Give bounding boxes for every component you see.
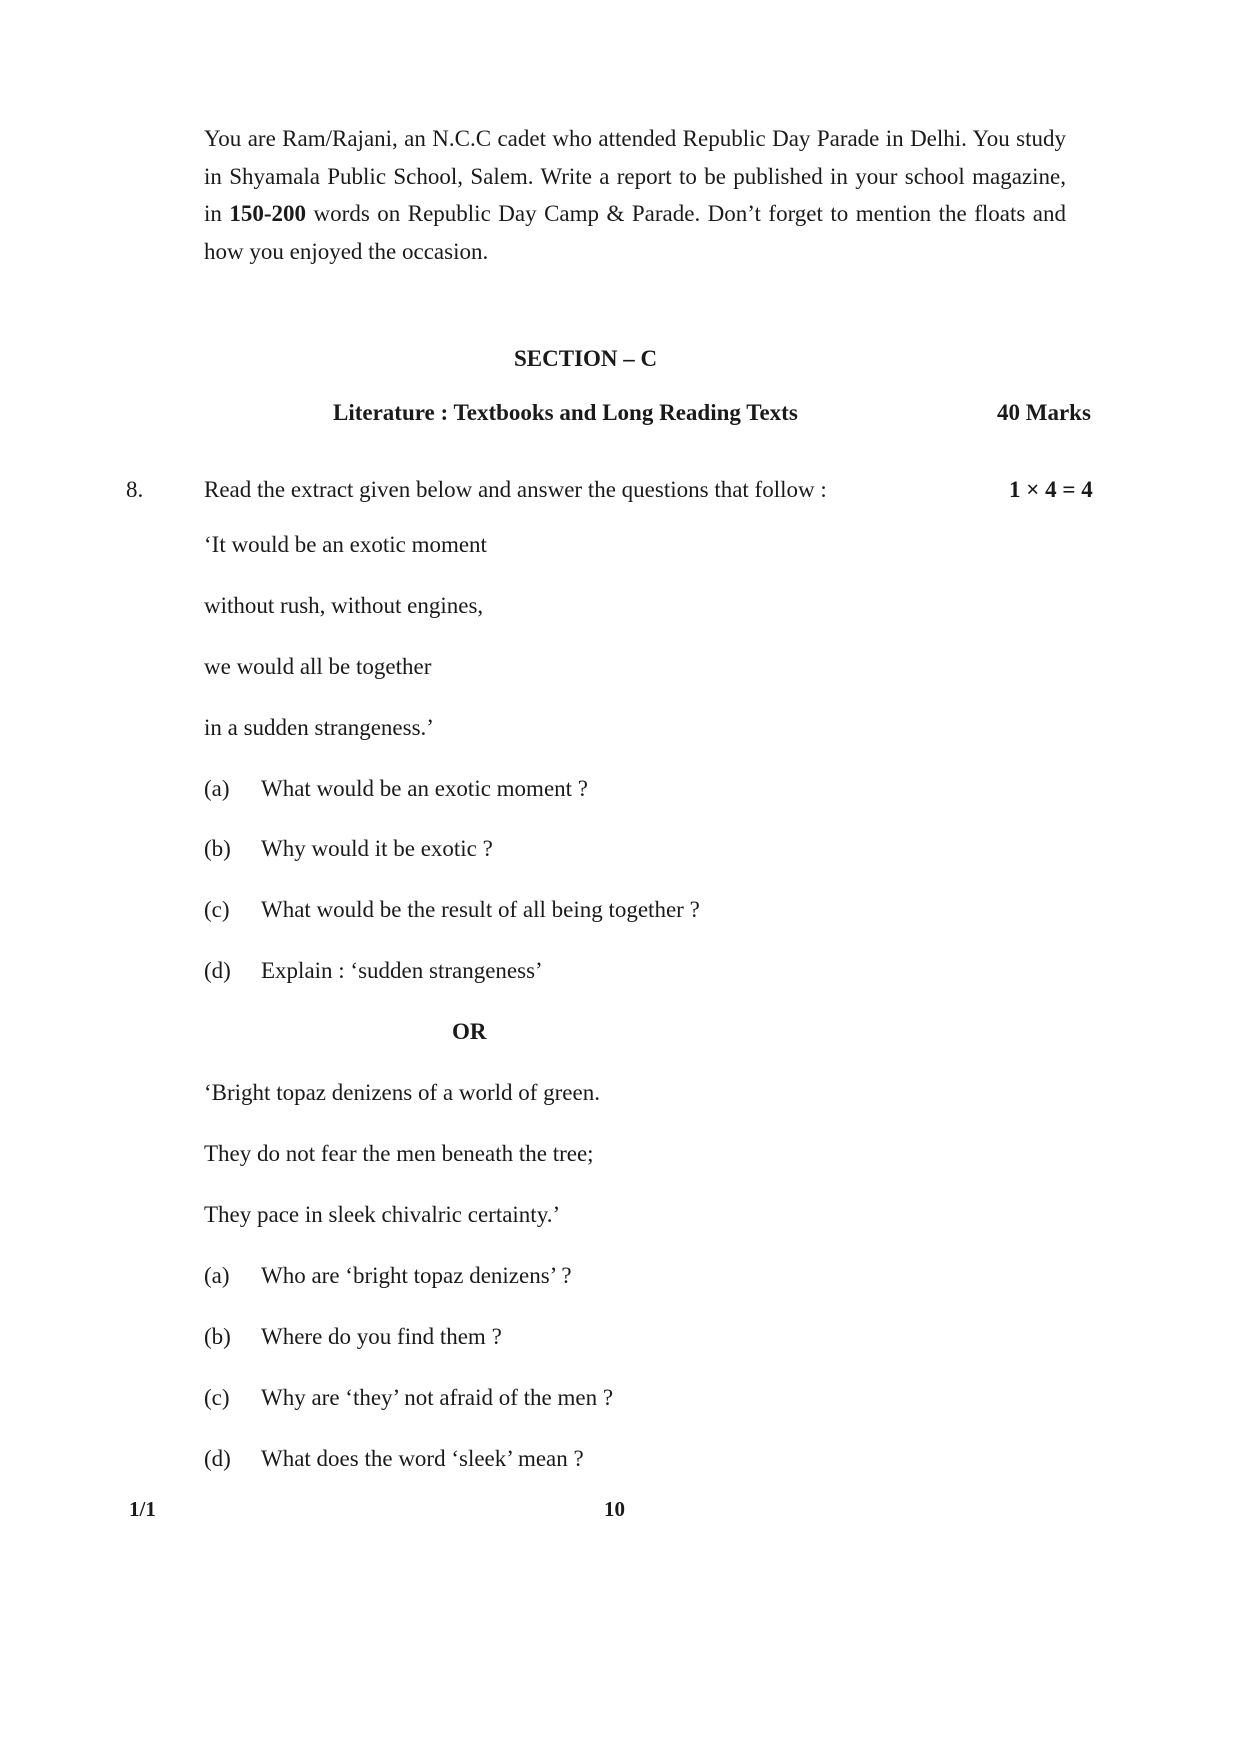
sub-question-text: Where do you find them ?	[261, 1324, 502, 1349]
intro-paragraph	[204, 120, 1066, 270]
sub-question-text: What does the word ‘sleek’ mean ?	[261, 1446, 584, 1471]
sub-question-text: What would be an exotic moment ?	[261, 776, 589, 801]
section-marks: 40 Marks	[997, 400, 1091, 425]
intro-text-2: words on Republic Day Camp & Parade. Don’t forget to mention the floats and how you enjoyed the occasion.	[204, 201, 1067, 264]
intro-text-1: You are Ram/Rajani, an N.C.C cadet who attended Republic Day Parade in Delhi. You study in Shyamala Public School, Salem. Write a report to be published in your school magazine, in	[204, 126, 1066, 226]
sub-question-text: Why are ‘they’ not afraid of the men ?	[261, 1385, 614, 1410]
extract-line: without rush, without engines,	[204, 593, 484, 618]
sub-question-label: (d)	[204, 958, 231, 983]
sub-question-label: (b)	[204, 1324, 231, 1349]
extract-line: They pace in sleek chivalric certainty.’	[204, 1202, 561, 1227]
or-divider: OR	[452, 1019, 487, 1044]
question-number: 8.	[126, 477, 144, 502]
section-subtitle: Literature : Textbooks and Long Reading Texts	[333, 400, 798, 425]
extract-line: ‘It would be an exotic moment	[204, 532, 487, 557]
sub-question-label: (c)	[204, 1385, 230, 1410]
extract-line: we would all be together	[204, 654, 432, 679]
sub-question-label: (a)	[204, 1263, 230, 1288]
sub-question-text: What would be the result of all being together ?	[261, 897, 700, 922]
sub-question-text: Why would it be exotic ?	[261, 836, 493, 861]
footer-code: 1/1	[129, 1497, 156, 1521]
sub-question-label: (b)	[204, 836, 231, 861]
sub-question-label: (c)	[204, 897, 230, 922]
intro-word-count: 150-200	[229, 201, 307, 226]
question-marks: 1 × 4 = 4	[1009, 477, 1093, 502]
section-title: SECTION – C	[514, 346, 658, 371]
sub-question-text: Explain : ‘sudden strangeness’	[261, 958, 543, 983]
sub-question-label: (d)	[204, 1446, 231, 1471]
sub-question-text: Who are ‘bright topaz denizens’ ?	[261, 1263, 572, 1288]
question-instruction: Read the extract given below and answer the questions that follow :	[204, 477, 827, 502]
extract-line: in a sudden strangeness.’	[204, 715, 434, 740]
extract-line: ‘Bright topaz denizens of a world of green.	[204, 1080, 600, 1105]
extract-line: They do not fear the men beneath the tree;	[204, 1141, 594, 1166]
page-number: 10	[604, 1497, 625, 1521]
sub-question-label: (a)	[204, 776, 230, 801]
